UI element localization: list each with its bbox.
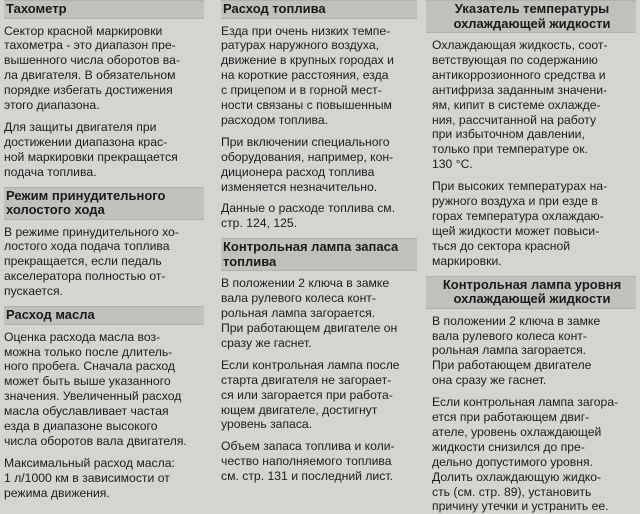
section-coolant-temperature-gauge (426, 0, 636, 269)
section-fuel-consumption (221, 0, 417, 231)
paragraph: В положении 2 ключа в замке вала рулевого колеса конт- рольная лампа загорается. При работающем двигателе она сразу же гаснет. (432, 313, 601, 388)
paragraph: При высоких температурах на- ружного воздуха и при езде в горах температура охлаждаю- щей жидкости может повыси- ться до сектора красной маркировки. (432, 179, 608, 268)
column-1 (4, 0, 204, 500)
column-3 (426, 0, 636, 514)
column-2 (221, 0, 417, 484)
section-heading: Режим принудительного холостого хода (4, 187, 204, 220)
paragraph: Езда при очень низких темпе- ратурах наружного воздуха, движение в крупных городах и на короткие расстояния, езда с прицепом и в горной мест- ности связаны с повышенным расходом топлива. (221, 23, 394, 127)
paragraph: В положении 2 ключа в замке вала рулевого колеса конт- рольная лампа загорается. При работающем двигателе он сразу же гаснет. (221, 276, 398, 350)
paragraph: Если контрольная лампа после старта двигателя не загорает- ся или загорается при работа- ющем двигателе, достигнут уровень запаса. (221, 357, 400, 432)
paragraph: Данные о расходе топлива см. стр. 124, 125. (221, 201, 396, 231)
section-forced-idle (4, 187, 204, 300)
section-fuel-reserve-lamp (221, 238, 417, 484)
section-coolant-level-lamp (426, 276, 636, 514)
section-heading: Расход масла (4, 306, 204, 325)
paragraph: Если контрольная лампа загора- ется при работающем двиг- ателе, уровень охлаждающей жидкости снизился до пре- дельно допустимого уровня. Долить охлаждающую жидко- сть (см. стр. 89), установить причину утечки и устранить ее. (432, 395, 619, 514)
paragraph: Максимальный расход масла: 1 л/1000 км в зависимости от режима движения. (4, 455, 175, 500)
section-heading: Указатель температуры охлаждающей жидкости (426, 0, 636, 33)
section-oil-consumption (4, 306, 204, 500)
paragraph: При включении специального оборудования, например, кон- диционера расход топлива изменяется незначительно. (221, 134, 394, 194)
section-heading: Расход топлива (221, 0, 417, 19)
paragraph: Для защиты двигателя при достижении диапазона крас- ной маркировки прекращается подача топлива. (4, 119, 178, 179)
section-tachometer (4, 0, 204, 180)
section-heading: Контрольная лампа запаса топлива (221, 238, 417, 271)
section-heading: Контрольная лампа уровня охлаждающей жидкости (426, 276, 636, 309)
paragraph: Объем запаса топлива и коли- чество наполняемого топлива см. стр. 131 и последний лист. (221, 439, 395, 484)
paragraph: Сектор красной маркировки тахометра - это диапазон пре- вышенного числа оборотов ва- ла двигателя. В обязательном порядке избегать достижения этого диапазона. (4, 23, 180, 113)
paragraph: Охлаждающая жидкость, соот- ветствующая по содержанию антикоррозионного средства и антифриза заданным значени- ям, кипит в системе охлажде- ния, рассчитанной на работу при избыточном давлении, только при температуре ок. 130 °C. (432, 38, 608, 172)
section-heading: Тахометр (4, 0, 204, 19)
paragraph: В режиме принудительного хо- лостого хода подача топлива прекращается, если педаль акселератора полностью от- пускается. (4, 224, 179, 299)
paragraph: Оценка расхода масла воз- можна только после длитель- ного пробега. Сначала расход может быть выше указанного значения. Увеличенный расход масла обуславливает частая езда в диапазоне высокого числа оборотов вала двигателя. (4, 329, 187, 448)
